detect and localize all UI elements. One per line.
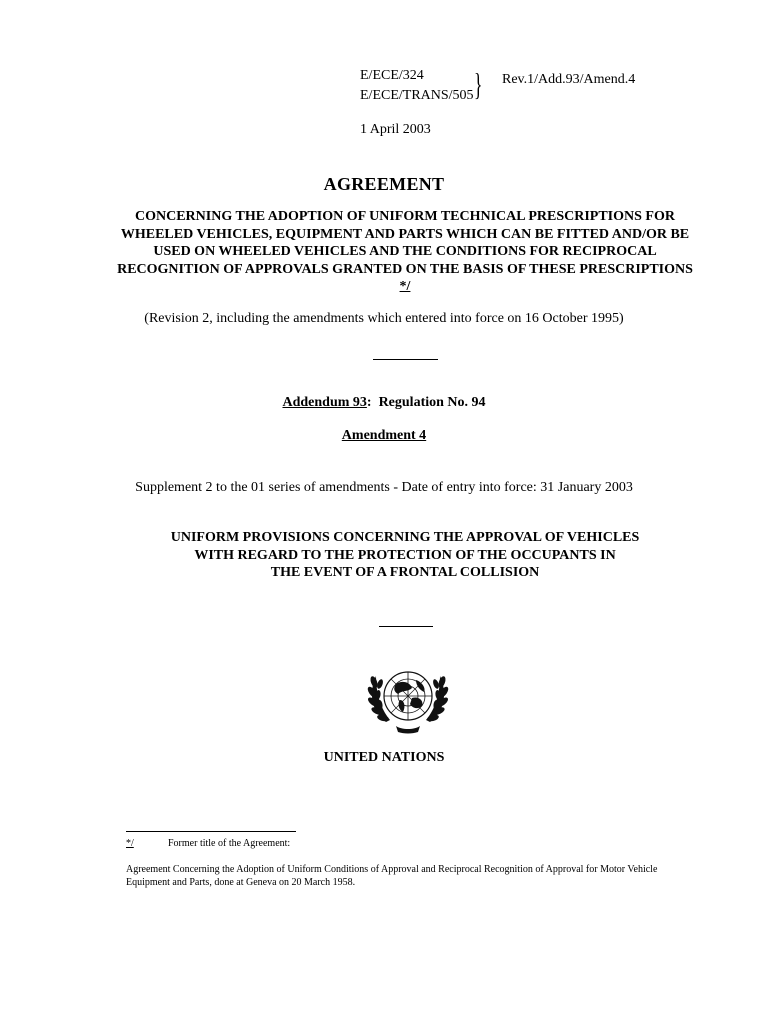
amendment-heading (0, 428, 768, 444)
footnote-divider (126, 831, 296, 832)
supplement-line: Supplement 2 to the 01 series of amendments - Date of entry into force: 31 January 2003 (135, 480, 633, 495)
un-emblem-icon (366, 662, 450, 734)
document-symbol-2: E/ECE/TRANS/505 (360, 88, 474, 103)
uniform-provisions-line-2: WITH REGARD TO THE PROTECTION OF THE OCCUPANTS IN (194, 547, 616, 563)
brace-symbol: } (474, 66, 483, 102)
uniform-provisions-line-3: THE EVENT OF A FRONTAL COLLISION (270, 565, 540, 580)
agreement-subtitle-text: CONCERNING THE ADOPTION OF UNIFORM TECHNICAL PRESCRIPTIONS FOR WHEELED VEHICLES, EQUIPMENT AND PARTS WHICH CAN BE FITTED AND/OR BE USED ON WHEELED VEHICLES AND THE CONDITIONS FOR RECIPROCAL RECOGNITION OF APPROVALS GRANTED ON THE BASIS OF THESE PRESCRIPTIONS (117, 209, 693, 277)
footnote-mark: */ (126, 838, 134, 849)
uniform-provisions-title (130, 529, 680, 582)
document-symbols (360, 66, 474, 106)
revision-note: (Revision 2, including the amendments which entered into force on 16 October 1995) (144, 311, 624, 326)
divider (379, 626, 433, 627)
addendum-heading (0, 395, 768, 411)
addendum-label: Addendum 93 (282, 395, 367, 410)
organization-name: UNITED NATIONS (323, 750, 445, 765)
amendment-label: Amendment 4 (341, 428, 427, 443)
document-symbol-1: E/ECE/324 (360, 68, 424, 83)
divider (373, 359, 438, 360)
footnote-text: Agreement Concerning the Adoption of Uniform Conditions of Approval and Reciprocal Recognition of Approval for Motor Vehicle Equipment and Parts, done at Geneva on 20 March 1958. (126, 864, 658, 888)
revision-reference: Rev.1/Add.93/Amend.4 (502, 72, 636, 87)
agreement-subtitle (110, 208, 700, 296)
document-date: 1 April 2003 (360, 122, 431, 137)
agreement-title: AGREEMENT (323, 174, 445, 194)
addendum-separator: : (366, 395, 379, 410)
footnote-reference[interactable]: */ (399, 279, 411, 294)
regulation-number: Regulation No. 94 (378, 395, 486, 410)
uniform-provisions-line-1: UNIFORM PROVISIONS CONCERNING THE APPROVAL OF VEHICLES (170, 530, 640, 545)
footnote-title: Former title of the Agreement: (168, 838, 291, 849)
